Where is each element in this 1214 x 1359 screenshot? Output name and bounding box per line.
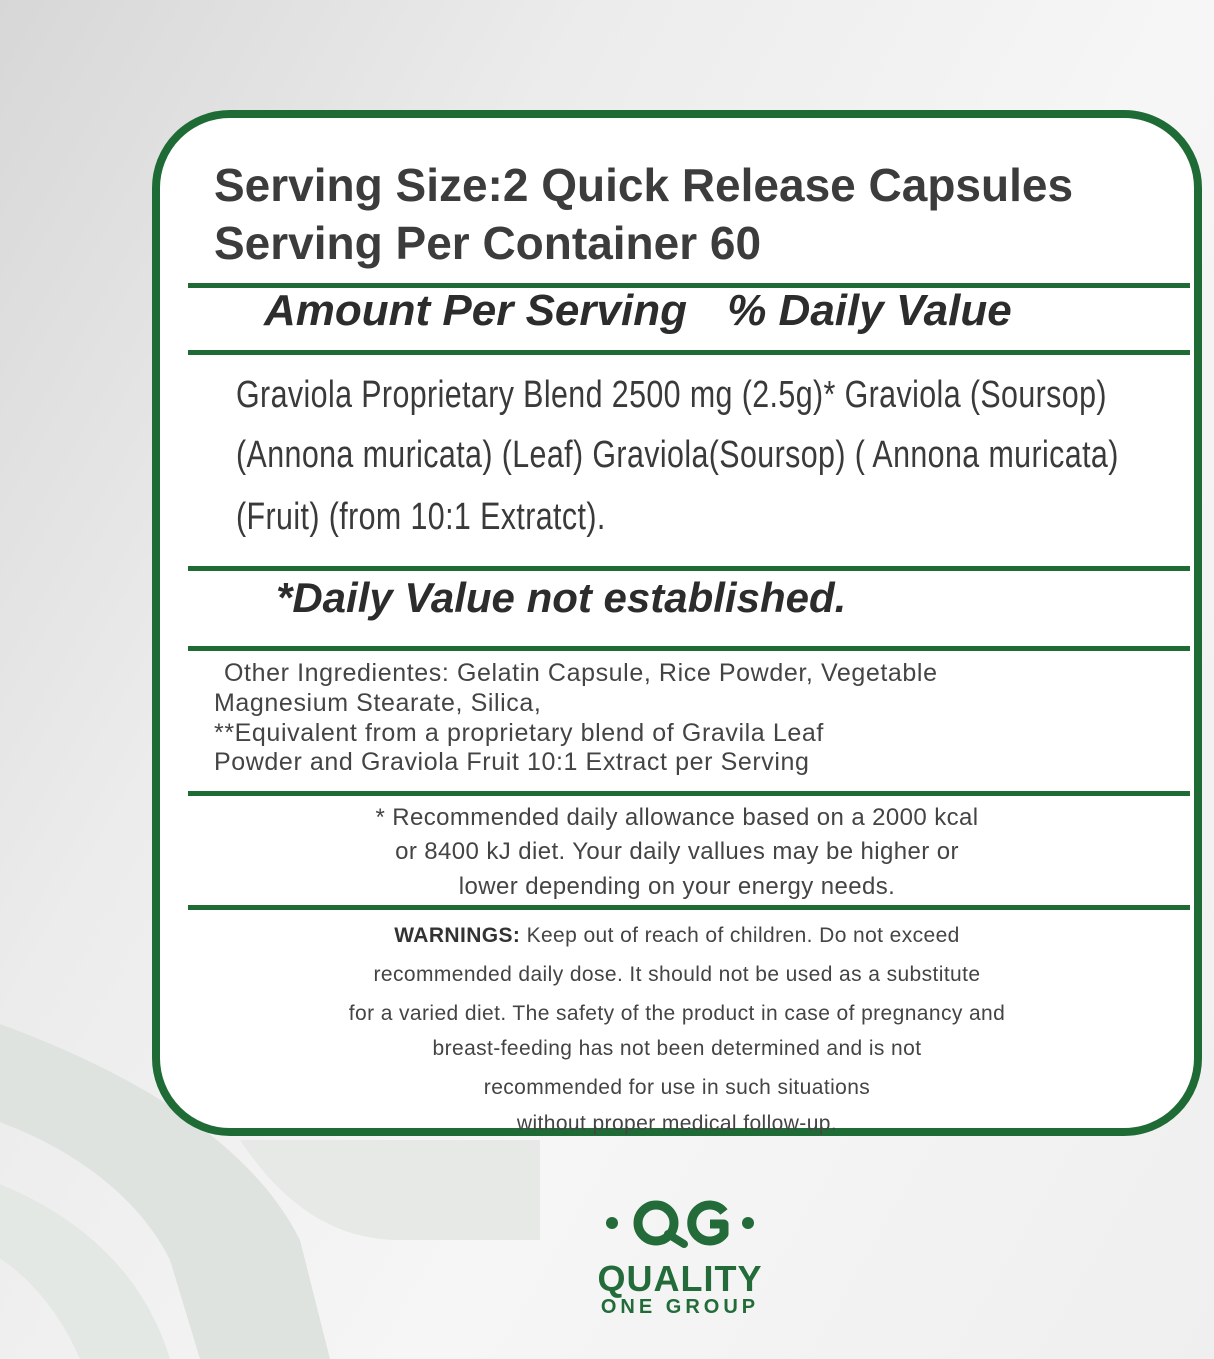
blend-line: (Fruit) (from 10:1 Extratct). xyxy=(236,496,606,538)
brand-name: QUALITY xyxy=(597,1258,763,1299)
divider xyxy=(188,350,1190,355)
quality-one-group-logo-icon xyxy=(600,1198,760,1248)
warnings-line: for a varied diet. The safety of the product in case of pregnancy and xyxy=(348,1002,1006,1025)
divider xyxy=(188,791,1190,796)
warnings-text: Keep out of reach of children. Do not exceed xyxy=(520,924,960,947)
blend-line: Graviola Proprietary Blend 2500 mg (2.5g)* Graviola (Soursop) xyxy=(236,374,1107,416)
amount-per-serving-header: Amount Per Serving xyxy=(264,286,687,335)
daily-value-note: *Daily Value not established. xyxy=(276,574,847,621)
servings-per-container: Serving Per Container 60 xyxy=(214,217,762,269)
warnings-line: recommended daily dose. It should not be used as a substitute xyxy=(373,963,981,986)
column-headers xyxy=(264,286,1012,336)
warnings-line: recommended for use in such situations xyxy=(483,1076,871,1099)
warnings-label: WARNINGS: xyxy=(394,924,521,947)
brand-logo xyxy=(560,1198,800,1328)
supplement-facts-panel xyxy=(152,110,1202,1136)
divider xyxy=(188,566,1190,571)
warnings-line xyxy=(160,924,1194,948)
serving-size: Serving Size:2 Quick Release Capsules xyxy=(214,159,1074,211)
warnings-line: without proper medical follow-up. xyxy=(516,1112,838,1135)
warnings-line: breast-feeding has not been determined and is not xyxy=(432,1037,922,1060)
divider xyxy=(188,905,1190,910)
recommended-allowance-line: or 8400 kJ diet. Your daily vallues may be higher or xyxy=(395,838,959,865)
brand-subname: ONE GROUP xyxy=(600,1296,760,1318)
other-ingredients-line: Magnesium Stearate, Silica, xyxy=(214,689,542,717)
recommended-allowance-line: lower depending on your energy needs. xyxy=(458,873,896,900)
recommended-allowance-line: * Recommended daily allowance based on a 2000 kcal xyxy=(375,804,979,831)
other-ingredients-line: Other Ingredientes: Gelatin Capsule, Rice Powder, Vegetable xyxy=(224,659,938,687)
daily-value-header: % Daily Value xyxy=(727,286,1012,335)
divider xyxy=(188,646,1190,651)
equivalent-note-line: **Equivalent from a proprietary blend of Gravila Leaf xyxy=(214,719,824,747)
blend-line: (Annona muricata) (Leaf) Graviola(Soursop) ( Annona muricata) xyxy=(236,434,1119,476)
equivalent-note-line: Powder and Graviola Fruit 10:1 Extract per Serving xyxy=(214,748,810,776)
